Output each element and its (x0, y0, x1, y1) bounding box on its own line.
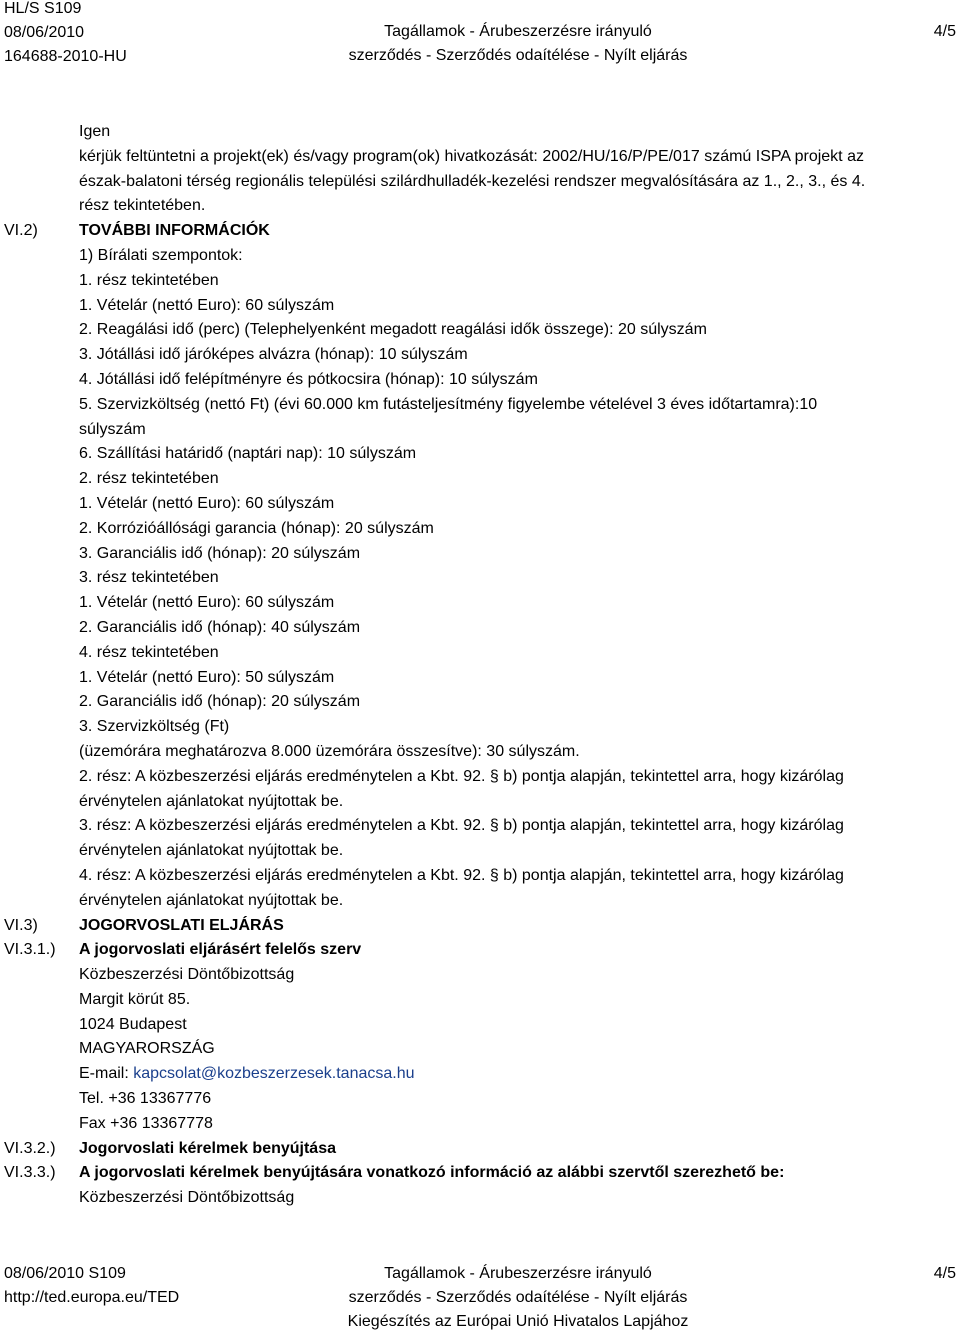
info-line: 3. rész tekintetében (79, 569, 219, 587)
info-line: 4. rész: A közbeszerzési eljárás eredménytelen a Kbt. 92. § b) pontja alapján, tekintettel arra, hogy kizárólag (79, 866, 844, 884)
info-line: 3. rész: A közbeszerzési eljárás eredménytelen a Kbt. 92. § b) pontja alapján, tekintettel arra, hogy kizárólag (79, 817, 844, 835)
org-country: MAGYARORSZÁG (79, 1040, 215, 1058)
footer-url[interactable]: http://ted.europa.eu/TED (4, 1289, 180, 1306)
info-line: 4. rész tekintetében (79, 643, 219, 661)
info-line: 2. Garanciális idő (hónap): 40 súlyszám (79, 618, 361, 636)
info-line: 1. rész tekintetében (79, 271, 219, 289)
info-line: 2. Reagálási idő (perc) (Telephelyenként megadott reagálási idők összege): 20 súlyszám (79, 321, 707, 339)
page-footer (0, 1262, 960, 1334)
page-header (0, 0, 960, 70)
org-name: Közbeszerzési Döntőbizottság (79, 966, 295, 984)
header-date: 08/06/2010 (4, 24, 85, 41)
info-line: 3. Jótállási idő járóképes alvázra (hónap): 10 súlyszám (79, 346, 468, 364)
intro-line: rész tekintetében. (79, 197, 206, 215)
info-line: érvénytelen ajánlatokat nyújtottak be. (79, 792, 344, 810)
footer-title-line2: szerződés - Szerződés odaítélése - Nyílt eljárás (348, 1289, 688, 1306)
header-title-line2: szerződés - Szerződés odaítélése - Nyílt eljárás (348, 47, 688, 64)
subsection-heading: A jogorvoslati kérelmek benyújtására vonatkozó információ az alábbi szervtől szerezhető be: (79, 1164, 785, 1182)
subsection-number: VI.3.2.) (4, 1139, 56, 1157)
org-fax: Fax +36 13367778 (79, 1114, 213, 1132)
footer-date-code: 08/06/2010 S109 (4, 1265, 126, 1282)
org-city: 1024 Budapest (79, 1015, 187, 1033)
subsection-vi3-1 (0, 938, 960, 963)
org-street: Margit körút 85. (79, 990, 191, 1008)
header-page-number: 4/5 (933, 23, 956, 40)
info-line: érvénytelen ajánlatokat nyújtottak be. (79, 891, 344, 909)
subsection-number: VI.3.1.) (4, 941, 56, 959)
doc-id: HL/S S109 (4, 0, 82, 17)
section-number: VI.2) (4, 222, 38, 240)
info-line: 1. Vételár (nettó Euro): 50 súlyszám (79, 668, 335, 686)
subsection-heading: Jogorvoslati kérelmek benyújtása (79, 1139, 336, 1157)
org-email-row (79, 1062, 899, 1087)
footer-title-line3: Kiegészítés az Európai Unió Hivatalos Lapjához (347, 1313, 689, 1330)
info-line: 4. Jótállási idő felépítményre és pótkocsira (hónap): 10 súlyszám (79, 370, 538, 388)
email-link[interactable]: kapcsolat@kozbeszerzesek.tanacsa.hu (133, 1065, 415, 1083)
document-body (0, 120, 960, 1211)
section-vi2-lines (0, 244, 960, 914)
info-line: érvénytelen ajánlatokat nyújtottak be. (79, 842, 344, 860)
section-number: VI.3) (4, 916, 38, 934)
section-heading: TOVÁBBI INFORMÁCIÓK (79, 222, 270, 240)
intro-line: kérjük feltüntetni a projekt(ek) és/vagy program(ok) hivatkozását: 2002/HU/16/P/PE/017 számú ISPA projekt az (79, 147, 864, 165)
info-line: 5. Szervizköltség (nettó Ft) (évi 60.000 km futásteljesítmény figyelembe vételével 3 éves időtartamra):10 (79, 395, 818, 413)
intro-line: észak-balatoni térség regionális települési szilárdhulladék-kezelési rendszer megvalósítására az 1., 2., 3., és 4. (79, 172, 866, 190)
info-line: 1. Vételár (nettó Euro): 60 súlyszám (79, 296, 335, 314)
header-left (4, 0, 127, 69)
org-phone: Tel. +36 13367776 (79, 1090, 212, 1108)
info-line: 1. Vételár (nettó Euro): 60 súlyszám (79, 494, 335, 512)
footer-title (300, 1262, 736, 1334)
header-ref: 164688-2010-HU (4, 48, 127, 65)
info-line: 3. Garanciális idő (hónap): 20 súlyszám (79, 544, 361, 562)
subsection-heading: A jogorvoslati eljárásért felelős szerv (79, 941, 362, 959)
footer-title-line1: Tagállamok - Árubeszerzésre irányuló (384, 1265, 652, 1282)
info-line: 3. Szervizköltség (Ft) (79, 718, 230, 736)
info-line: 1. Vételár (nettó Euro): 60 súlyszám (79, 594, 335, 612)
info-line: 1) Bírálati szempontok: (79, 246, 243, 264)
header-title-line1: Tagállamok - Árubeszerzésre irányuló (384, 23, 652, 40)
section-heading: JOGORVOSLATI ELJÁRÁS (79, 916, 284, 934)
header-title (300, 20, 736, 68)
section-vi2 (0, 219, 960, 244)
info-line: 2. Korrózióállósági garancia (hónap): 20 súlyszám (79, 519, 434, 537)
footer-page-number: 4/5 (933, 1265, 956, 1282)
subsection-org: Közbeszerzési Döntőbizottság (79, 1189, 295, 1207)
info-line: 2. rész: A közbeszerzési eljárás eredménytelen a Kbt. 92. § b) pontja alapján, tekintettel arra, hogy kizárólag (79, 767, 844, 785)
info-line: 2. rész tekintetében (79, 470, 219, 488)
info-line: súlyszám (79, 420, 146, 438)
email-label: E-mail: (79, 1065, 134, 1083)
info-line: (üzemórára meghatározva 8.000 üzemórára összesítve): 30 súlyszám. (79, 742, 580, 760)
subsection-vi3-2 (0, 1137, 960, 1162)
subsection-number: VI.3.3.) (4, 1164, 56, 1182)
info-line: 6. Szállítási határidő (naptári nap): 10 súlyszám (79, 445, 417, 463)
section-vi3 (0, 914, 960, 939)
info-line: 2. Garanciális idő (hónap): 20 súlyszám (79, 693, 361, 711)
intro-answer: Igen (79, 123, 111, 140)
subsection-vi3-3 (0, 1161, 960, 1186)
